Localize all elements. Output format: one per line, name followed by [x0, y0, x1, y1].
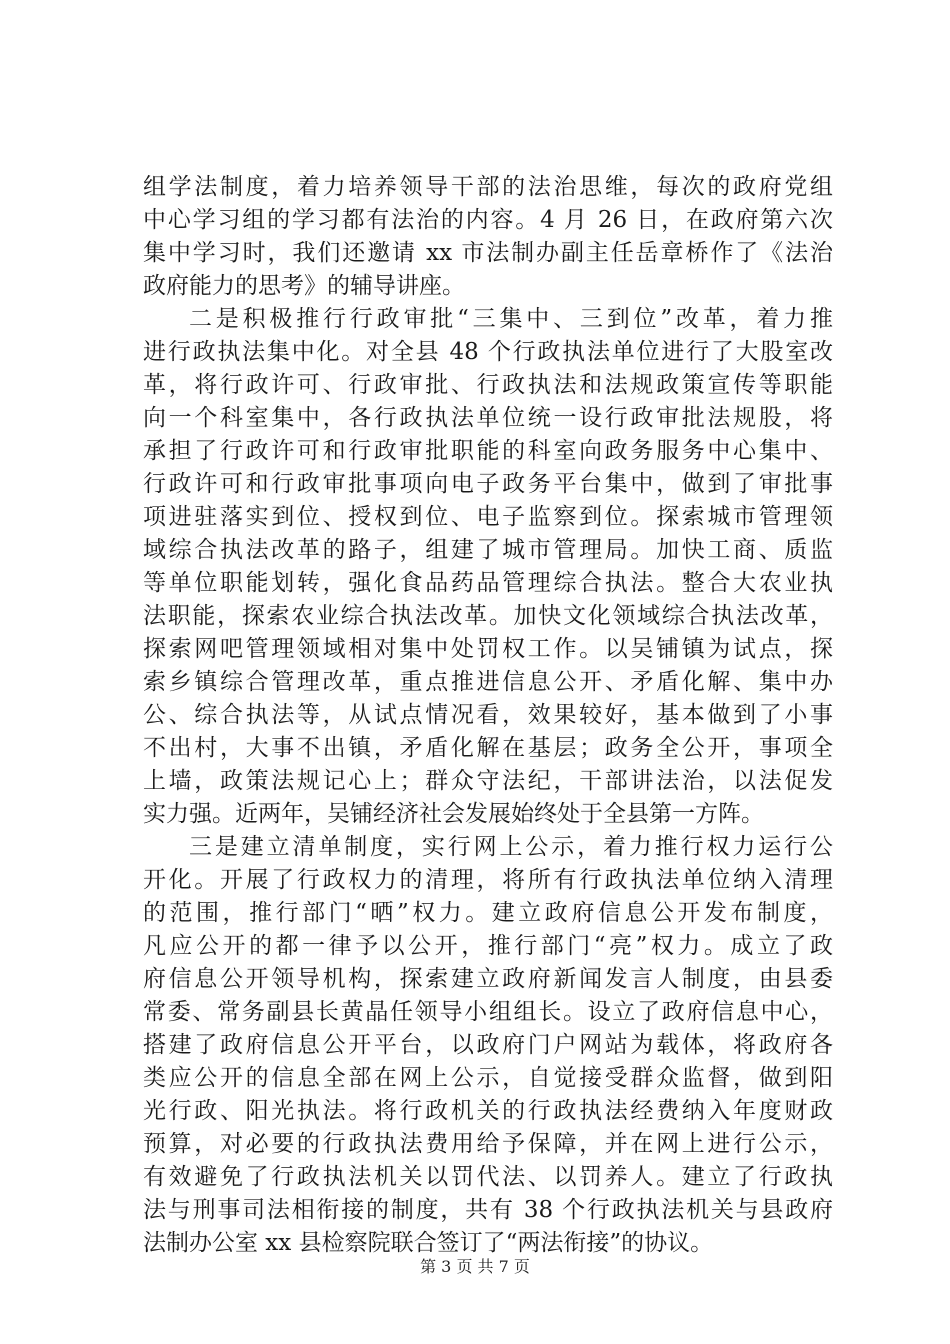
text-line: 等单位职能划转，强化食品药品管理综合执法。整合大农业执 — [143, 570, 833, 596]
text-line: 不出村，大事不出镇，矛盾化解在基层；政务全公开，事项全 — [143, 735, 833, 761]
text-line: 进行政执法集中化。对全县 48 个行政执法单位进行了大股室改 — [143, 339, 833, 365]
text-line: 承担了行政许可和行政审批职能的科室向政务服务中心集中、 — [143, 438, 833, 464]
text-line: 府信息公开领导机构，探索建立政府新闻发言人制度，由县委 — [143, 966, 833, 992]
text-line: 行政许可和行政审批事项向电子政务平台集中，做到了审批事 — [143, 471, 833, 497]
page-number-footer: 第 3 页 共 7 页 — [420, 1257, 530, 1276]
paragraph-first-line: 二是积极推行行政审批“三集中、三到位”改革，着力推 — [189, 306, 833, 332]
text-line: 常委、常务副县长黄晶任领导小组组长。设立了政府信息中心， — [143, 999, 833, 1025]
text-line: 有效避免了行政执法机关以罚代法、以罚养人。建立了行政执 — [143, 1164, 833, 1190]
text-line: 向一个科室集中，各行政执法单位统一设行政审批法规股，将 — [143, 405, 833, 431]
text-line: 类应公开的信息全部在网上公示，自觉接受群众监督，做到阳 — [143, 1065, 833, 1091]
text-line: 法职能，探索农业综合执法改革。加快文化领域综合执法改革， — [143, 603, 833, 629]
text-line: 索乡镇综合管理改革，重点推进信息公开、矛盾化解、集中办 — [143, 669, 833, 695]
text-line: 域综合执法改革的路子，组建了城市管理局。加快工商、质监 — [143, 537, 833, 563]
text-line: 开化。开展了行政权力的清理，将所有行政执法单位纳入清理 — [143, 867, 833, 893]
text-line: 的范围，推行部门“晒”权力。建立政府信息公开发布制度， — [143, 900, 833, 926]
text-line: 项进驻落实到位、授权到位、电子监察到位。探索城市管理领 — [143, 504, 833, 530]
text-line: 预算，对必要的行政执法费用给予保障，并在网上进行公示， — [143, 1131, 833, 1157]
text-line: 法与刑事司法相衔接的制度，共有 38 个行政执法机关与县政府 — [143, 1197, 833, 1223]
text-line: 集中学习时，我们还邀请 xx 市法制办副主任岳章桥作了《法治 — [143, 240, 833, 266]
text-line: 革，将行政许可、行政审批、行政执法和法规政策宣传等职能 — [143, 372, 833, 398]
text-line: 法制办公室 xx 县检察院联合签订了“两法衔接”的协议。 — [143, 1230, 714, 1256]
text-line: 政府能力的思考》的辅导讲座。 — [143, 273, 465, 299]
text-line: 探索网吧管理领域相对集中处罚权工作。以吴铺镇为试点，探 — [143, 636, 833, 662]
text-line: 光行政、阳光执法。将行政机关的行政执法经费纳入年度财政 — [143, 1098, 833, 1124]
text-line: 组学法制度，着力培养领导干部的法治思维，每次的政府党组 — [143, 174, 833, 200]
text-line: 凡应公开的都一律予以公开，推行部门“亮”权力。成立了政 — [143, 933, 833, 959]
text-line: 搭建了政府信息公开平台，以政府门户网站为载体，将政府各 — [143, 1032, 833, 1058]
text-line: 公、综合执法等，从试点情况看，效果较好，基本做到了小事 — [143, 702, 833, 728]
text-line: 上墙，政策法规记心上；群众守法纪，干部讲法治，以法促发 — [143, 768, 833, 794]
paragraph-first-line: 三是建立清单制度，实行网上公示，着力推行权力运行公 — [189, 834, 833, 860]
text-line: 实力强。近两年，吴铺经济社会发展始终处于全县第一方阵。 — [143, 801, 764, 827]
text-line: 中心学习组的学习都有法治的内容。4 月 26 日，在政府第六次 — [143, 207, 833, 233]
